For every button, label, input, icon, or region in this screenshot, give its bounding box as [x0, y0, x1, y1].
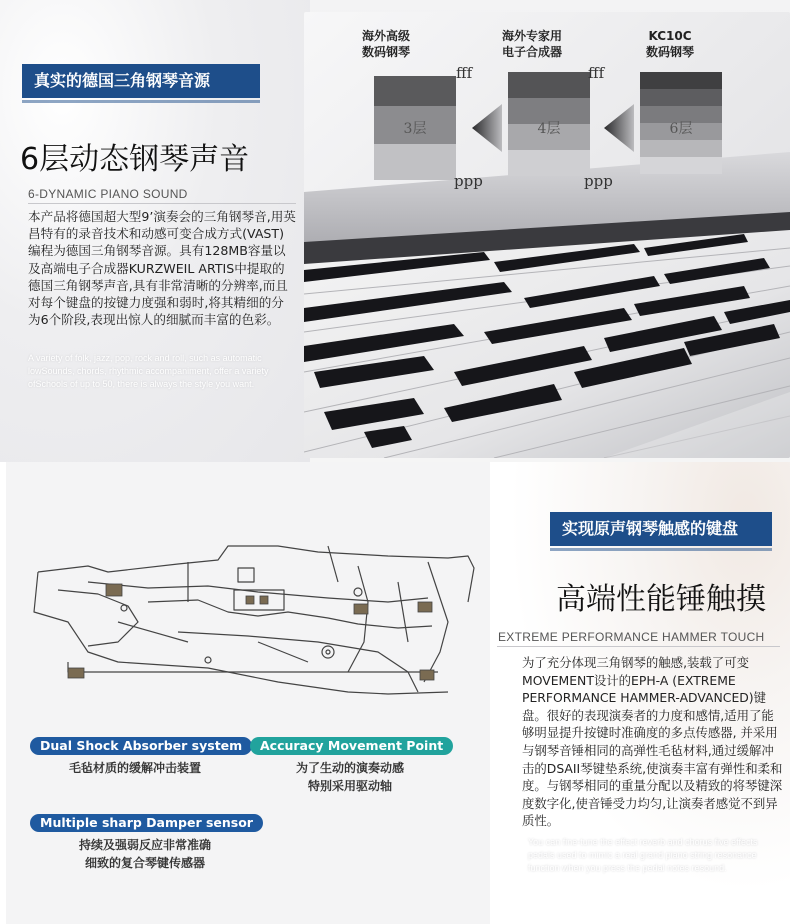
- layer-count-2: 4层: [537, 121, 561, 137]
- layer-label-1: 海外高级 数码钢琴: [362, 29, 411, 59]
- top-title: 6层动态钢琴声音: [20, 142, 250, 177]
- hammer-diagram-panel: [6, 462, 490, 924]
- bottom-title: 高端性能锤触摸: [556, 582, 766, 617]
- dyn-low-2: ppp: [584, 172, 613, 190]
- bottom-subtitle: EXTREME PERFORMANCE HAMMER TOUCH: [498, 630, 765, 644]
- bottom-banner: 实现原声钢琴触感的键盘: [550, 512, 772, 546]
- feature-desc-accuracy: 为了生动的演奏动感 特别采用驱动轴: [295, 761, 404, 793]
- feature-pill-dual-shock: Dual Shock Absorber system: [30, 737, 252, 755]
- top-subtitle: 6-DYNAMIC PIANO SOUND: [28, 187, 188, 201]
- dyn-low-1: ppp: [454, 172, 483, 190]
- hammer-action-diagram: [28, 542, 490, 712]
- bottom-english-text: You can fine-tune the effect reverb and chorus five effects pedals used to mimic a real grand piano string resonance function when you press the pedal notes resound.: [528, 837, 758, 873]
- left-arrow-icon: [604, 104, 634, 152]
- feature-desc-damper-sensor: 持续及强弱反应非常准确 细致的复合琴键传感器: [78, 838, 211, 870]
- piano-keyboard-image: [304, 12, 790, 458]
- layer-label-2: 海外专家用 电子合成器: [502, 29, 563, 59]
- top-body-text: 本产品将德国超大型9’演奏会的三角钢琴音,用英昌特有的录音技术和动感可变合成方式(VAST)编程为德国三角钢琴音源。具有128MB容量以及高端电子合成器KURZWEIL ARTIS中提取的德国三角钢琴声音,具有非常清晰的分辨率,而且对每个键盘的按键力度强和弱时,将其精细的分为6个阶段,表现出惊人的细腻而丰富的色彩。: [28, 209, 296, 328]
- top-divider: [28, 203, 296, 204]
- left-arrow-icon: [472, 104, 502, 152]
- bottom-body-text: 为了充分体现三角钢琴的触感,装载了可变MOVEMENT设计的EPH-A (EXTREME PERFORMANCE HAMMER-ADVANCED)键盘。很好的表现演奏者的力度和感情,适用了能够明显提升按键时准确度的多点传感器, 并采用与钢琴音锤相同的高弹性毛毡材料,通过缓解冲击的DSAII琴键垫系统,使演奏丰富有弹性和柔和度。与钢琴相同的重量分配以及精致的将琴键深度数字化,使音锤受力均匀,让演奏者感觉不到异质性。: [522, 655, 783, 829]
- feature-pill-damper-sensor: Multiple sharp Damper sensor: [30, 814, 263, 832]
- layer-label-3: KC10C 数码钢琴: [646, 29, 695, 59]
- bottom-divider: [497, 646, 780, 647]
- top-banner: 真实的德国三角钢琴音源: [22, 64, 260, 98]
- feature-desc-dual-shock: 毛毡材质的缓解冲击装置: [68, 761, 201, 775]
- dyn-high-2: fff: [588, 64, 605, 82]
- dyn-high-1: fff: [456, 64, 473, 82]
- layer-count-3: 6层: [669, 121, 693, 137]
- feature-pill-accuracy: Accuracy Movement Point: [250, 737, 453, 755]
- bottom-section: [0, 462, 790, 924]
- top-english-text: A variety of folk, jazz, pop, rock and roll, such as automatic lowSounds, chords, rhythmic accompaniment, offer a variety ofSchools of up to 50, there is always the style you want.: [28, 353, 269, 389]
- layer-count-1: 3层: [403, 121, 427, 137]
